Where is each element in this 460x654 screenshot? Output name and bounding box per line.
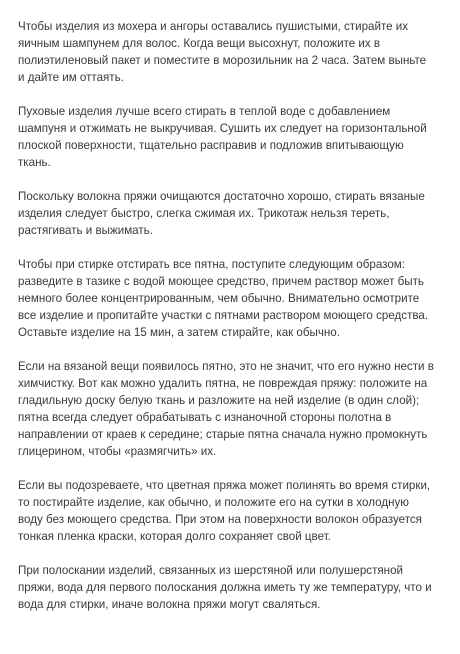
paragraph-knitwear-washing: [18, 188, 448, 239]
paragraph-line: шампуня и отжимать не выкручивая. Сушить их следует на горизонтальной: [18, 122, 427, 135]
paragraph-line: растягивать и выжимать.: [18, 224, 153, 237]
paragraph-line: Если на вязаной вещи появилось пятно, это не значит, что его нужно нести в: [18, 360, 434, 373]
paragraph-line: то постирайте изделие, как обычно, и положите его на сутки в холодную: [18, 496, 409, 509]
paragraph-line: Чтобы при стирке отстирать все пятна, поступите следующим образом:: [18, 258, 405, 271]
paragraph-line: химчистку. Вот как можно удалить пятна, не повреждая пряжу: положите на: [18, 377, 428, 390]
paragraph-line: и дайте им оттаять.: [18, 71, 124, 84]
paragraph-line: вода для стирки, иначе волокна пряжи могут сваляться.: [18, 598, 321, 611]
paragraph-line: глицерином, чтобы «размягчить» их.: [18, 445, 217, 458]
paragraph-line: полиэтиленовый пакет и поместите в морозильник на 2 часа. Затем выньте: [18, 54, 427, 67]
paragraph-line: все изделие и пропитайте участки с пятнами раствором моющего средства.: [18, 309, 429, 322]
paragraph-line: разведите в тазике с водой моющее средство, причем раствор может быть: [18, 275, 424, 288]
paragraph-line: Поскольку волокна пряжи очищаются достаточно хорошо, стирать вязаные: [18, 190, 425, 203]
paragraph-line: Если вы подозреваете, что цветная пряжа может полинять во время стирки,: [18, 479, 431, 492]
paragraph-line: пятна всегда следует обрабатывать с изнаночной стороны полотна в: [18, 411, 392, 424]
paragraph-line: Чтобы изделия из мохера и ангоры оставались пушистыми, стирайте их: [18, 20, 409, 33]
paragraph-rinsing: [18, 562, 448, 613]
paragraph-line: гладильную доску белую ткань и разложите на ней изделие (в один слой);: [18, 394, 420, 407]
paragraph-line: направлении от краев к середине; старые пятна сначала нужно промокнуть: [18, 428, 428, 441]
paragraph-line: плоской поверхности, тщательно расправив и подложив впитывающую: [18, 139, 404, 152]
paragraph-mohair-angora: [18, 18, 448, 86]
paragraph-line: яичным шампунем для волос. Когда вещи высохнут, положите их в: [18, 37, 381, 50]
paragraph-line: При полоскании изделий, связанных из шерстяной или полушерстяной: [18, 564, 404, 577]
paragraph-stain-soaking: [18, 256, 448, 341]
paragraph-line: Оставьте изделие на 15 мин, а затем стирайте, как обычно.: [18, 326, 340, 339]
article-body: [18, 18, 448, 630]
paragraph-line: тонкая пленка краски, которая долго сохраняет свой цвет.: [18, 530, 331, 543]
paragraph-line: Пуховые изделия лучше всего стирать в теплой воде с добавлением: [18, 105, 391, 118]
paragraph-down-items: [18, 103, 448, 171]
paragraph-line: немного более концентрированным, чем обычно. Внимательно осмотрите: [18, 292, 420, 305]
paragraph-stain-removal: [18, 358, 448, 460]
paragraph-line: пряжи, вода для первого полоскания должна иметь ту же температуру, что и: [18, 581, 432, 594]
paragraph-line: воду без моющего средства. При этом на поверхности волокон образуется: [18, 513, 422, 526]
paragraph-line: изделия следует быстро, слегка сжимая их. Трикотаж нельзя тереть,: [18, 207, 390, 220]
paragraph-line: ткань.: [18, 156, 51, 169]
paragraph-color-fading: [18, 477, 448, 545]
